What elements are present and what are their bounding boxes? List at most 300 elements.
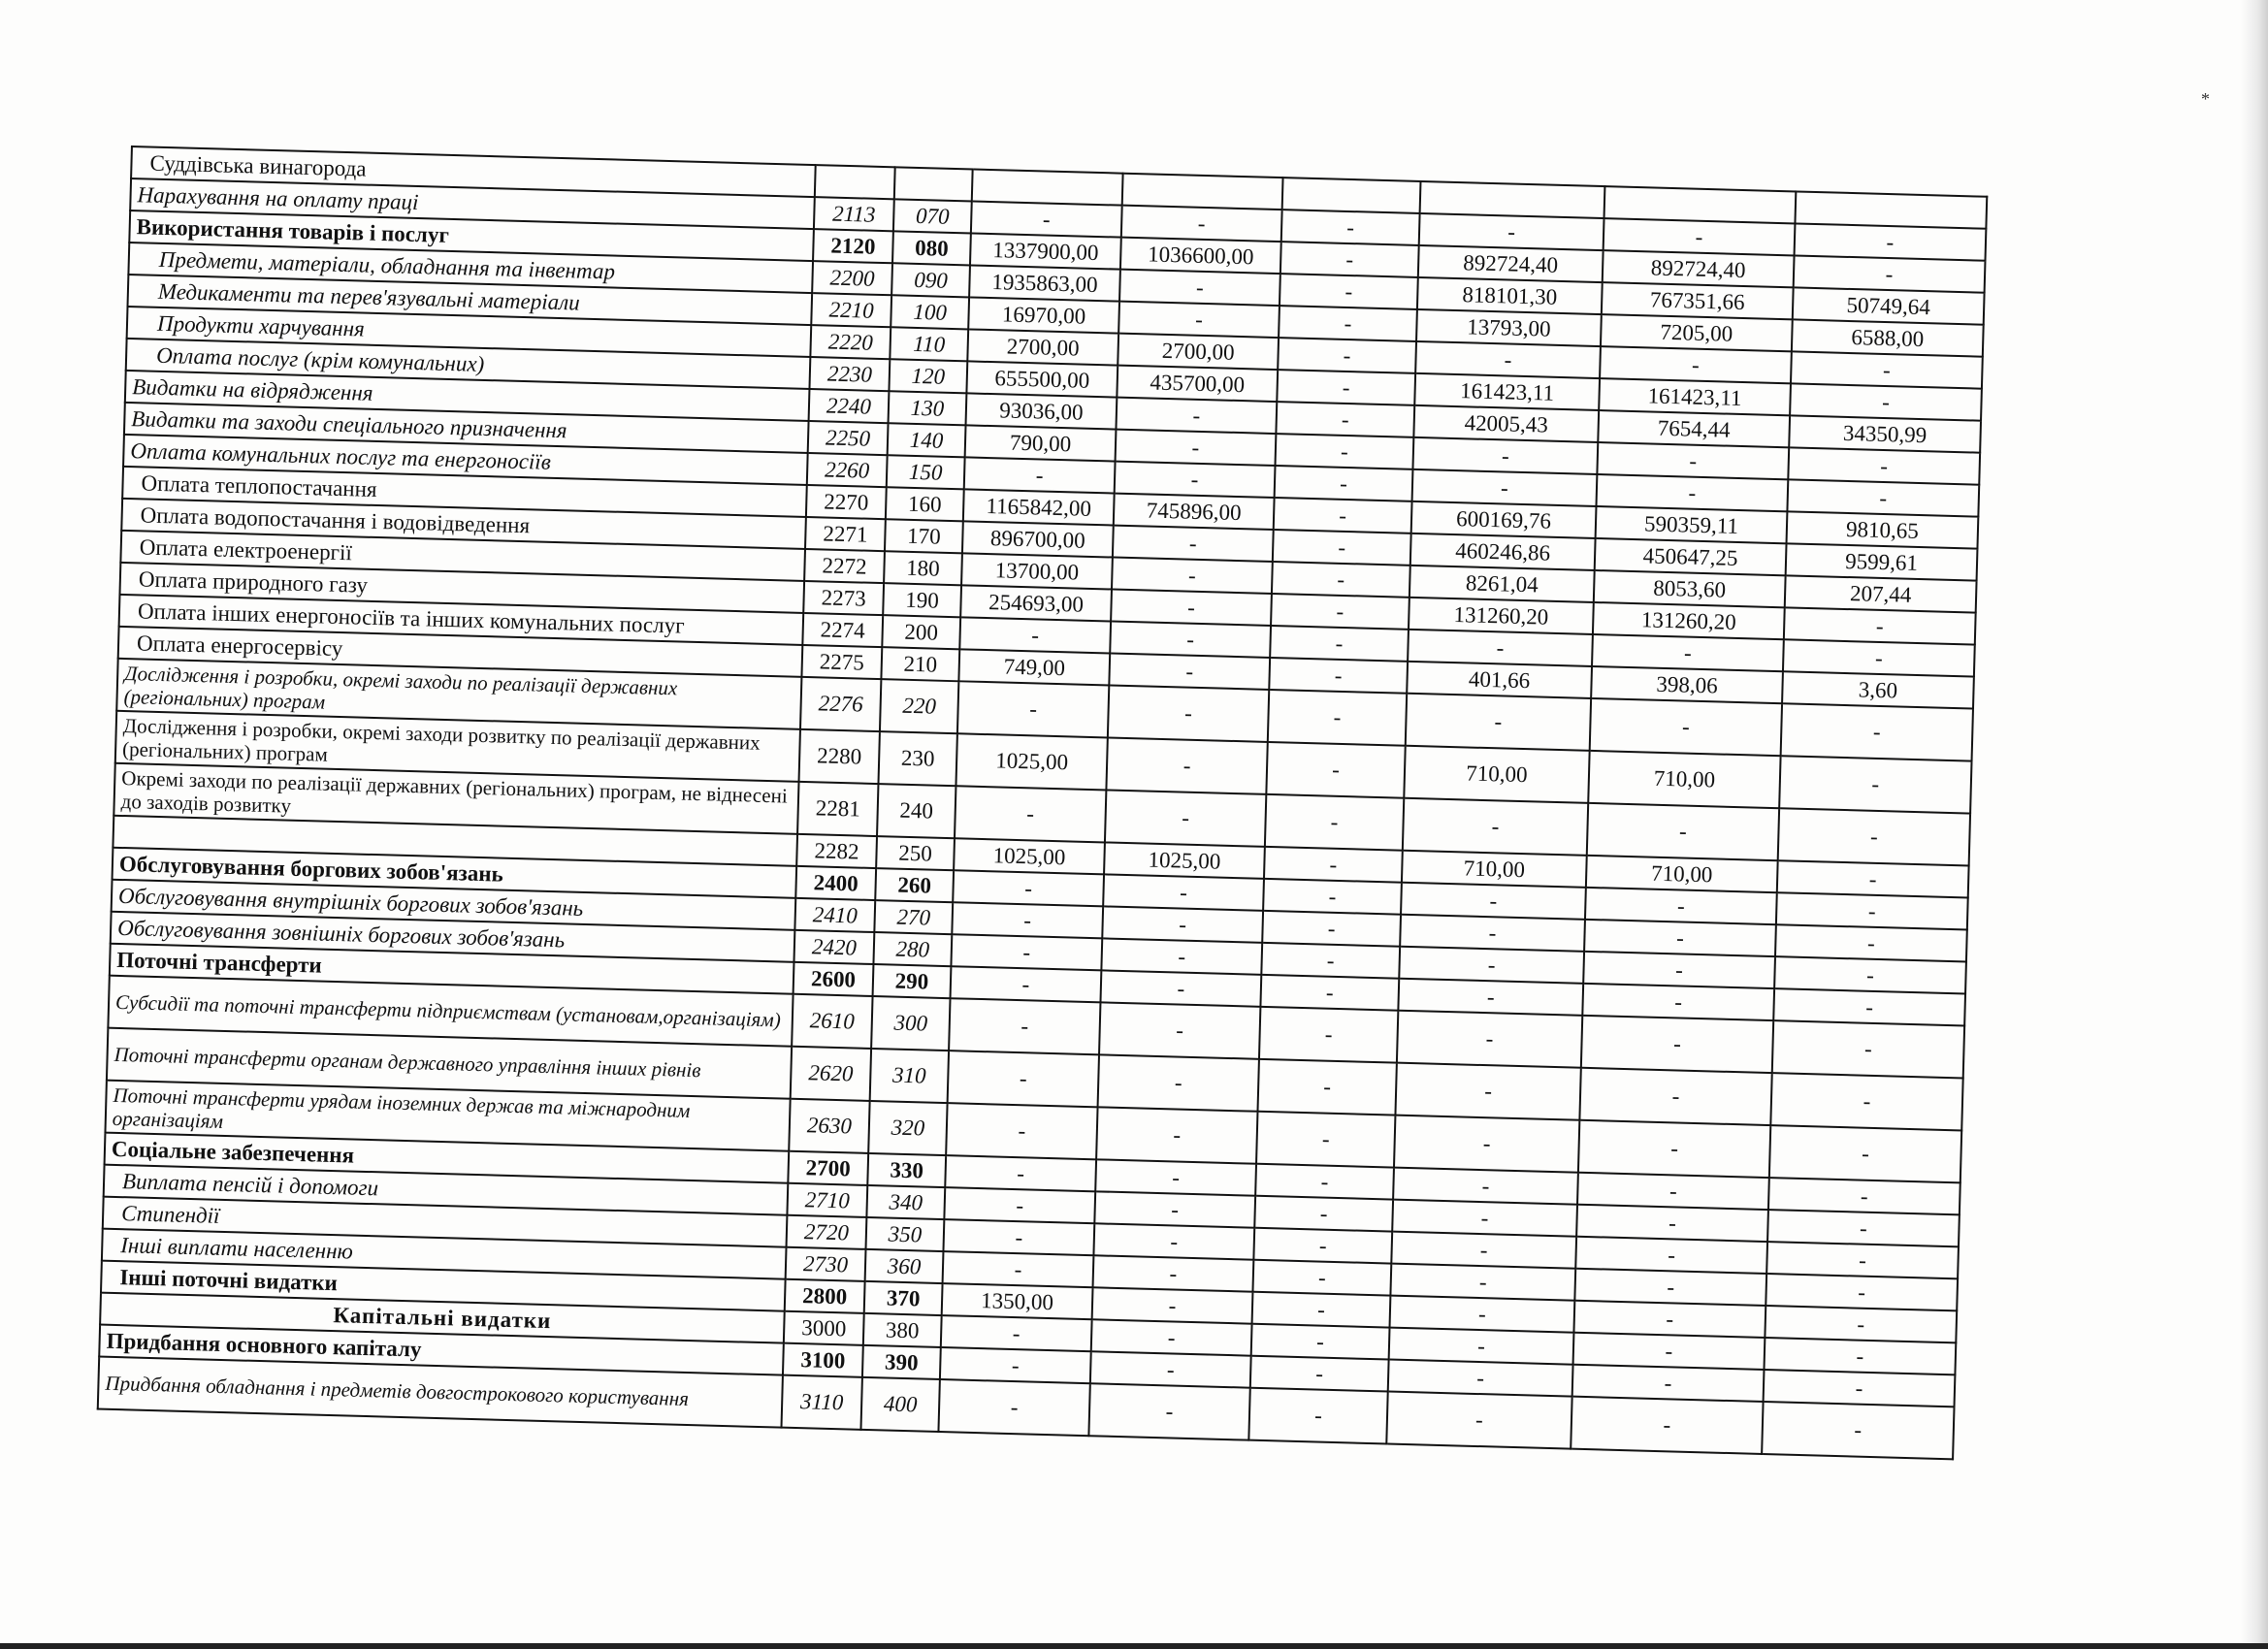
value-cell: - [1269, 658, 1408, 694]
line-code: 300 [871, 996, 950, 1051]
value-cell: - [1101, 938, 1262, 974]
kekv-code: 2280 [799, 729, 880, 784]
kekv-code: 2260 [807, 453, 888, 487]
value-cell: - [1102, 906, 1263, 942]
value-cell: 7654,44 [1598, 410, 1790, 447]
value-cell: - [946, 1103, 1097, 1159]
value-cell: - [1596, 474, 1788, 511]
line-code [894, 167, 973, 201]
value-cell: - [1403, 798, 1588, 856]
row-label: Оплата енергосервісу [118, 627, 803, 677]
value-cell: - [1781, 703, 1973, 760]
value-cell: - [1251, 1324, 1390, 1360]
value-cell: - [964, 457, 1116, 493]
value-cell: - [949, 998, 1100, 1054]
value-cell [972, 169, 1123, 205]
row-label: Оплата послуг (крім комунальних) [126, 339, 811, 389]
row-label: Інші виплати населенню [102, 1229, 787, 1279]
value-cell: - [951, 934, 1102, 970]
value-cell: - [1276, 434, 1414, 469]
line-code: 180 [884, 551, 962, 585]
value-cell: 1025,00 [956, 733, 1107, 790]
value-cell: - [1390, 1296, 1575, 1333]
value-cell: - [1794, 255, 1986, 292]
line-code: 210 [881, 647, 959, 681]
row-label: Оплата природного газу [119, 563, 804, 613]
line-code: 390 [862, 1345, 941, 1379]
line-code: 400 [860, 1377, 939, 1432]
kekv-code: 2720 [787, 1215, 867, 1249]
value-cell: - [941, 1315, 1092, 1351]
value-cell: - [1776, 892, 1968, 929]
kekv-code: 3100 [783, 1343, 863, 1377]
row-label: Оплата теплопостачання [122, 467, 807, 517]
value-cell: - [1765, 1306, 1957, 1342]
value-cell: 590359,11 [1596, 506, 1788, 543]
value-cell: - [1255, 1164, 1394, 1200]
row-label: Медикаменти та перев'язувальні матеріали [128, 275, 813, 325]
value-cell: - [1587, 803, 1779, 860]
kekv-code: 2281 [797, 782, 878, 836]
value-cell: - [1272, 562, 1410, 598]
value-cell: 710,00 [1402, 851, 1587, 888]
kekv-code: 2420 [794, 930, 874, 964]
value-cell: - [1581, 1016, 1773, 1073]
value-cell: - [1574, 1269, 1766, 1306]
row-label: Оплата інших енергоносіїв та інших комунальних послуг [119, 595, 804, 645]
value-cell: - [1399, 947, 1584, 984]
line-code: 360 [865, 1249, 944, 1283]
value-cell: - [952, 902, 1103, 938]
value-cell: - [1578, 1120, 1770, 1178]
value-cell: - [1401, 883, 1586, 920]
kekv-code: 2220 [810, 325, 891, 359]
value-cell: - [1392, 1200, 1577, 1237]
row-label: Обслуговування боргових зобов'язань [113, 848, 797, 898]
value-cell: - [1582, 984, 1774, 1020]
value-cell: - [1094, 1191, 1255, 1227]
value-cell: - [1088, 1383, 1249, 1439]
value-cell: - [1388, 1360, 1573, 1397]
value-cell: - [1575, 1237, 1767, 1274]
row-label: Придбання обладнання і предметів довгострокового користування [98, 1357, 783, 1428]
value-cell: - [951, 966, 1102, 1002]
value-cell: - [1394, 1116, 1579, 1173]
value-cell: - [1105, 790, 1266, 846]
row-label: Поточні трансферти [110, 944, 794, 994]
value-cell: - [1604, 218, 1796, 255]
value-cell: - [1248, 1388, 1387, 1444]
line-code: 090 [891, 263, 970, 297]
line-code: 080 [892, 231, 971, 265]
value-cell: - [1408, 630, 1593, 666]
line-code: 170 [885, 519, 963, 553]
kekv-code: 2610 [792, 994, 872, 1049]
value-cell: - [1091, 1319, 1252, 1355]
value-cell: 398,06 [1591, 666, 1783, 703]
value-cell: 13700,00 [961, 553, 1113, 589]
value-cell: - [959, 617, 1111, 653]
value-cell: - [938, 1379, 1089, 1436]
line-code: 340 [866, 1185, 945, 1219]
value-cell: - [1579, 1068, 1771, 1125]
line-code: 220 [880, 679, 958, 733]
value-cell: - [1098, 1054, 1259, 1111]
row-label: Інші поточні видатки [101, 1261, 786, 1311]
value-cell: - [940, 1347, 1091, 1383]
value-cell: - [1391, 1232, 1576, 1269]
value-cell: - [1777, 860, 1969, 897]
value-cell [1420, 181, 1605, 218]
row-label: Видатки та заходи спеціального призначення [124, 403, 809, 453]
row-label: Предмети, матеріали, обладнання та інвентар [128, 242, 813, 293]
value-cell: - [1096, 1107, 1257, 1163]
value-cell: - [1412, 437, 1598, 474]
value-cell: - [1119, 270, 1280, 306]
value-cell: 34350,99 [1789, 415, 1981, 452]
line-code: 100 [891, 295, 969, 329]
line-code: 350 [865, 1217, 944, 1251]
value-cell: - [1390, 1264, 1575, 1301]
value-cell [1122, 174, 1283, 210]
value-cell: - [1770, 1073, 1962, 1130]
kekv-code: 2230 [809, 357, 890, 391]
value-cell: - [1099, 1002, 1260, 1058]
value-cell: 207,44 [1785, 575, 1977, 612]
kekv-code: 2240 [809, 389, 890, 423]
line-code: 120 [889, 359, 967, 393]
value-cell: - [1584, 920, 1776, 956]
value-cell: - [1276, 402, 1414, 437]
budget-expenditure-table [97, 146, 1989, 1460]
line-code: 150 [887, 455, 965, 489]
line-code: 190 [883, 583, 961, 617]
kekv-code: 3110 [781, 1375, 861, 1430]
value-cell: - [943, 1251, 1094, 1287]
value-cell: 1350,00 [942, 1283, 1093, 1319]
value-cell: - [1265, 794, 1404, 851]
line-code: 330 [867, 1153, 946, 1187]
value-cell: - [953, 870, 1104, 906]
row-label: Використання товарів і послуг [129, 210, 814, 261]
value-cell: - [1795, 223, 1987, 260]
kekv-code: 2600 [794, 962, 874, 996]
value-cell: - [1273, 530, 1411, 566]
row-label: Соціальне забезпечення [105, 1133, 790, 1183]
value-cell: 3,60 [1782, 671, 1974, 708]
row-label: Обслуговування зовнішніх боргових зобов'язань [111, 912, 795, 962]
value-cell: 892724,40 [1418, 245, 1604, 282]
row-label: Субсидії та поточні трансферти підприємствам (установам,організаціям) [108, 976, 793, 1047]
value-cell: - [1121, 206, 1282, 242]
value-cell: 745896,00 [1114, 494, 1275, 530]
value-cell: - [1280, 274, 1418, 309]
kekv-code: 2275 [801, 645, 882, 679]
value-cell: - [1389, 1328, 1574, 1365]
value-cell: - [971, 201, 1122, 237]
line-code: 140 [888, 423, 966, 457]
kekv-code: 2400 [795, 866, 876, 900]
value-cell: - [1281, 210, 1420, 245]
value-cell: - [1419, 213, 1604, 250]
value-cell: - [1779, 756, 1971, 813]
value-cell: - [1788, 447, 1980, 484]
value-cell: - [1600, 346, 1792, 383]
value-cell: - [1100, 970, 1261, 1006]
value-cell: - [1259, 1007, 1398, 1063]
value-cell: - [1263, 879, 1402, 915]
line-code: 380 [863, 1313, 942, 1347]
value-cell: - [1398, 979, 1583, 1016]
row-label: Дослідження і розробки, окремі заходи розвитку по реалізації державних (регіональних) програм [115, 711, 800, 782]
value-cell: 435700,00 [1117, 366, 1278, 402]
value-cell: - [1597, 442, 1789, 479]
value-cell: - [1790, 383, 1982, 420]
row-label: Придбання основного капіталу [99, 1325, 784, 1375]
line-code: 310 [870, 1049, 949, 1103]
value-cell: - [1252, 1292, 1391, 1328]
row-label: Поточні трансферти органам державного управління інших рівнів [107, 1028, 792, 1099]
value-cell: - [1103, 874, 1264, 910]
value-cell: - [1787, 479, 1979, 516]
value-cell: - [948, 1051, 1099, 1107]
row-label: Виплата пенсій і допомоги [104, 1165, 789, 1215]
line-code: 240 [877, 784, 956, 838]
value-cell: - [1393, 1168, 1578, 1205]
row-label: Оплата водопостачання і водовідведення [121, 499, 806, 549]
value-cell: - [1573, 1333, 1766, 1370]
value-cell: 6588,00 [1792, 319, 1984, 356]
value-cell [1282, 178, 1421, 213]
value-cell: - [1774, 956, 1966, 993]
value-cell: - [1764, 1370, 1956, 1406]
value-cell: 450647,25 [1595, 538, 1787, 575]
value-cell: - [1572, 1365, 1765, 1402]
value-cell: - [1769, 1125, 1961, 1182]
value-cell: 790,00 [965, 425, 1117, 461]
value-cell: 2700,00 [967, 329, 1118, 365]
value-cell: 8053,60 [1594, 570, 1786, 607]
value-cell: 710,00 [1404, 746, 1589, 803]
value-cell: 710,00 [1588, 751, 1780, 808]
scan-bottom-edge [0, 1643, 2268, 1649]
row-label: Продукти харчування [127, 307, 812, 357]
value-cell: 1337900,00 [970, 233, 1121, 269]
value-cell: 9810,65 [1787, 511, 1979, 548]
value-cell: - [1576, 1205, 1768, 1242]
value-cell: - [1257, 1059, 1396, 1116]
kekv-code: 2276 [800, 677, 881, 731]
value-cell: - [1277, 370, 1415, 405]
row-label: Поточні трансферти урядам іноземних держав та міжнародним організаціям [105, 1081, 790, 1151]
value-cell: - [1093, 1255, 1254, 1291]
value-cell: - [957, 681, 1109, 737]
value-cell: - [1261, 943, 1400, 979]
value-cell: 749,00 [958, 649, 1110, 685]
value-cell: - [1406, 694, 1591, 751]
value-cell: - [1773, 988, 1965, 1025]
value-cell: 254693,00 [960, 585, 1112, 621]
value-cell: - [1110, 622, 1271, 658]
kekv-code: 2250 [808, 421, 889, 455]
value-cell: - [1778, 808, 1970, 865]
value-cell: 9599,61 [1786, 543, 1978, 580]
kekv-code: 2270 [806, 485, 887, 519]
value-cell: 1025,00 [1104, 842, 1265, 878]
value-cell: - [1783, 639, 1975, 676]
kekv-code: 2274 [802, 613, 883, 647]
value-cell: 460246,86 [1410, 534, 1596, 570]
value-cell: 401,66 [1407, 662, 1592, 698]
line-code: 110 [890, 327, 968, 361]
value-cell [1795, 191, 1987, 228]
line-code: 270 [874, 900, 953, 934]
line-code: 280 [873, 932, 952, 966]
value-cell: 1935863,00 [969, 265, 1120, 301]
value-cell: 13793,00 [1416, 309, 1602, 346]
kekv-code: 2710 [787, 1183, 867, 1217]
value-cell: - [1275, 466, 1413, 501]
value-cell: - [945, 1155, 1096, 1191]
scan-edge [2241, 0, 2268, 1649]
value-cell: - [1592, 634, 1784, 671]
value-cell: - [1400, 915, 1585, 952]
value-cell: 892724,40 [1603, 250, 1795, 287]
kekv-code: 2620 [791, 1047, 871, 1101]
row-label: Оплата електроенергії [120, 531, 805, 581]
value-cell: - [1767, 1210, 1960, 1246]
value-cell: - [1116, 398, 1277, 434]
value-cell: - [1583, 952, 1775, 988]
value-cell: - [1278, 338, 1416, 373]
value-cell: 818101,30 [1417, 277, 1603, 314]
row-label: Окремі заходи по реалізації державних (регіональних) програм, не віднесені до заходів розвитку [113, 763, 798, 834]
value-cell: - [1266, 742, 1405, 798]
kekv-code: 2800 [785, 1279, 865, 1313]
value-cell: - [1095, 1159, 1256, 1195]
value-cell: - [1280, 242, 1419, 277]
budget-table-wrapper [97, 146, 1989, 1460]
value-cell: - [1115, 462, 1276, 498]
value-cell: - [1252, 1260, 1391, 1296]
value-cell: - [1766, 1242, 1959, 1278]
line-code: 260 [875, 868, 954, 902]
value-cell: - [1256, 1112, 1395, 1168]
value-cell: - [1590, 698, 1782, 756]
corner-mark: * [2201, 89, 2210, 109]
kekv-code: 2113 [814, 197, 894, 231]
value-cell: 1025,00 [954, 838, 1105, 874]
value-cell: - [1571, 1397, 1763, 1454]
value-cell [1604, 186, 1797, 223]
value-cell: 600169,76 [1411, 501, 1597, 538]
line-code: 070 [893, 199, 972, 233]
kekv-code: 3000 [784, 1311, 864, 1345]
value-cell: - [1762, 1402, 1954, 1459]
value-cell: - [955, 786, 1106, 842]
line-code: 320 [868, 1101, 947, 1155]
value-cell: - [1397, 1011, 1582, 1068]
line-code: 200 [882, 615, 960, 649]
value-cell: 8261,04 [1409, 566, 1595, 602]
value-cell: - [1264, 847, 1403, 883]
line-code: 370 [864, 1281, 943, 1315]
value-cell: 93036,00 [966, 393, 1118, 429]
value-cell: - [1573, 1301, 1766, 1338]
value-cell: - [1092, 1287, 1253, 1323]
value-cell: - [1766, 1274, 1958, 1310]
row-label: Обслуговування внутрішніх боргових зобов'язань [112, 880, 796, 930]
value-cell: - [1274, 498, 1412, 534]
kekv-code: 2410 [794, 898, 875, 932]
value-cell: - [1395, 1063, 1580, 1120]
value-cell: - [1111, 590, 1272, 626]
value-cell: - [1268, 690, 1407, 746]
value-cell: - [1112, 558, 1273, 594]
value-cell: - [1585, 888, 1777, 924]
kekv-code: 2210 [811, 293, 891, 327]
value-cell: 1036600,00 [1120, 238, 1281, 274]
value-cell: - [1262, 911, 1401, 947]
value-cell: - [1113, 526, 1274, 562]
kekv-code: 2630 [789, 1099, 869, 1153]
value-cell: - [1784, 607, 1976, 644]
value-cell: 131260,20 [1409, 598, 1594, 634]
value-cell: 50749,64 [1793, 287, 1985, 324]
value-cell: - [1577, 1173, 1769, 1210]
kekv-code: 2273 [803, 581, 884, 615]
value-cell: - [1090, 1351, 1251, 1387]
value-cell: - [1772, 1020, 1964, 1078]
value-cell: - [1254, 1196, 1393, 1232]
kekv-code: 2282 [796, 834, 877, 868]
row-label: Видатки на відрядження [125, 371, 810, 421]
value-cell: - [1270, 626, 1409, 662]
row-label: Стипендії [103, 1197, 788, 1247]
kekv-code: 2120 [813, 229, 893, 263]
row-label: Дослідження і розробки, окремі заходи по реалізації державних (регіональних) програм [116, 659, 801, 729]
value-cell: - [1271, 594, 1409, 630]
value-cell: 16970,00 [968, 297, 1119, 333]
value-cell: - [1764, 1338, 1956, 1374]
value-cell: - [1415, 341, 1601, 378]
value-cell: 710,00 [1586, 856, 1778, 892]
value-cell: - [1279, 306, 1417, 341]
line-code: 160 [886, 487, 964, 521]
value-cell: - [1768, 1178, 1960, 1214]
value-cell: 896700,00 [962, 521, 1114, 557]
value-cell: - [1106, 737, 1267, 793]
value-cell: 131260,20 [1593, 602, 1785, 639]
value-cell: - [1250, 1356, 1389, 1392]
kekv-code: 2271 [805, 517, 886, 551]
value-cell: 767351,66 [1602, 282, 1794, 319]
row-label: Нарахування на оплату праці [130, 178, 815, 229]
kekv-code: 2700 [788, 1151, 868, 1185]
value-cell: - [1093, 1223, 1254, 1259]
line-code: 130 [889, 391, 967, 425]
row-label: Капітальні видатки [100, 1293, 785, 1343]
kekv-code [815, 165, 895, 199]
value-cell: 42005,43 [1413, 405, 1599, 442]
value-cell: - [1109, 653, 1270, 689]
value-cell: - [1775, 924, 1967, 961]
line-code: 290 [873, 964, 952, 998]
row-label: Оплата комунальних послуг та енергоносіїв [123, 435, 808, 485]
value-cell: - [1386, 1392, 1571, 1449]
value-cell: 7205,00 [1601, 314, 1793, 351]
value-cell: - [1118, 302, 1280, 338]
